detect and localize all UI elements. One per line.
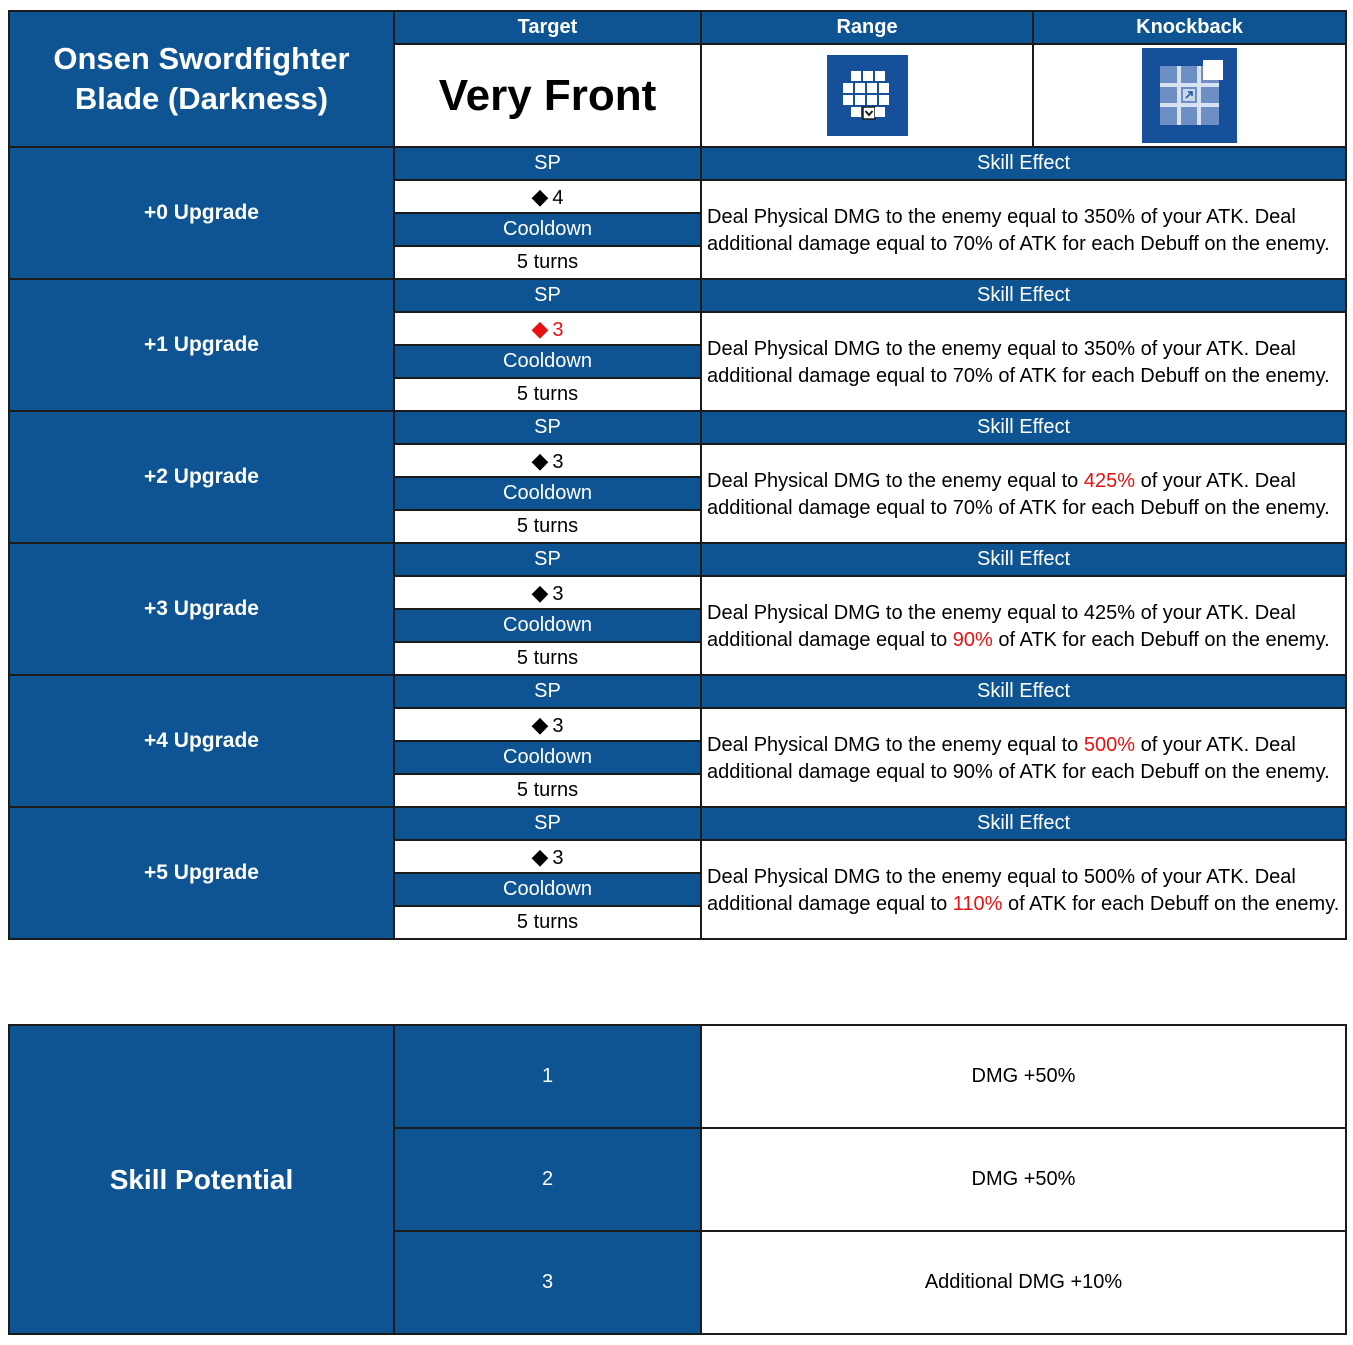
cooldown-label: Cooldown [394,609,701,642]
cooldown-label: Cooldown [394,741,701,774]
sp-diamond-icon: ◆ [531,183,549,209]
skill-effect-label: Skill Effect [701,543,1346,576]
skill-effect-label: Skill Effect [701,147,1346,180]
sp-value: 4 [552,186,564,209]
effect-part: of your ATK. Deal additional damage equal to [707,205,1296,255]
effect-dmg-percent: 425% [1083,469,1136,492]
effect-part: of your ATK. Deal additional damage equal to [707,865,1296,915]
upgrade-level: +0 Upgrade [9,147,394,279]
potential-num-3: 3 [394,1231,701,1334]
sp-diamond-icon: ◆ [531,711,549,737]
skill-effect-text [701,840,1346,939]
potential-table [8,1024,1347,1335]
cooldown-label: Cooldown [394,873,701,906]
potential-num-1: 1 [394,1025,701,1128]
effect-part: Deal Physical DMG to the enemy equal to [707,469,1084,492]
sp-value: 3 [552,582,564,605]
cooldown-value: 5 turns [394,774,701,807]
target-header: Target [394,11,701,44]
effect-dmg-percent: 500% [1083,865,1136,888]
sp-label: SP [394,411,701,444]
skill-effect-label: Skill Effect [701,807,1346,840]
sp-diamond-icon: ◆ [531,447,549,473]
effect-debuff-percent: 90% [952,628,993,651]
sp-value-cell [394,180,701,213]
skill-table [8,10,1347,940]
effect-part: of your ATK. Deal additional damage equal to [707,601,1296,651]
cooldown-value: 5 turns [394,642,701,675]
sp-value: 3 [552,714,564,737]
potential-title: Skill Potential [9,1025,394,1334]
effect-part: of your ATK. Deal additional damage equal to [707,733,1296,783]
skill-effect-text [701,312,1346,411]
effect-dmg-percent: 500% [1083,733,1136,756]
effect-part: of your ATK. Deal additional damage equal to [707,337,1296,387]
skill-effect-label: Skill Effect [701,411,1346,444]
skill-effect-text [701,180,1346,279]
effect-part: Deal Physical DMG to the enemy equal to [707,601,1084,624]
sp-label: SP [394,807,701,840]
cooldown-value: 5 turns [394,510,701,543]
sp-value-cell [394,576,701,609]
skill-effect-text [701,444,1346,543]
effect-part: Deal Physical DMG to the enemy equal to [707,733,1084,756]
potential-text-2: DMG +50% [701,1128,1346,1231]
effect-part: of your ATK. Deal additional damage equal to [707,469,1296,519]
cooldown-label: Cooldown [394,477,701,510]
upgrade-level: +1 Upgrade [9,279,394,411]
effect-part: of ATK for each Debuff on the enemy. [1002,892,1340,915]
effect-dmg-percent: 425% [1083,601,1136,624]
sp-diamond-icon: ◆ [531,579,549,605]
effect-part: of ATK for each Debuff on the enemy. [992,496,1330,519]
sp-label: SP [394,279,701,312]
cooldown-value: 5 turns [394,906,701,939]
upgrade-level: +2 Upgrade [9,411,394,543]
upgrade-level: +5 Upgrade [9,807,394,939]
sp-value-cell [394,312,701,345]
effect-debuff-percent: 70% [952,364,993,387]
sp-value: 3 [552,318,564,341]
cooldown-label: Cooldown [394,345,701,378]
range-cell [701,44,1033,147]
upgrade-level: +3 Upgrade [9,543,394,675]
sp-value: 3 [552,846,564,869]
skill-name-cell [9,11,394,147]
potential-num-2: 2 [394,1128,701,1231]
sp-label: SP [394,147,701,180]
sp-value: 3 [552,450,564,473]
range-header: Range [701,11,1033,44]
sp-label: SP [394,543,701,576]
sp-diamond-icon: ◆ [531,843,549,869]
sp-diamond-icon: ◆ [531,315,549,341]
effect-part: of ATK for each Debuff on the enemy. [992,628,1330,651]
range-grid-icon [827,55,908,136]
skill-effect-text [701,708,1346,807]
sp-label: SP [394,675,701,708]
sp-value-cell [394,840,701,873]
target-value: Very Front [394,44,701,147]
effect-part: of ATK for each Debuff on the enemy. [992,760,1330,783]
skill-effect-text [701,576,1346,675]
skill-effect-label: Skill Effect [701,279,1346,312]
effect-part: of ATK for each Debuff on the enemy. [992,364,1330,387]
knockback-header: Knockback [1033,11,1346,44]
upgrade-level: +4 Upgrade [9,675,394,807]
effect-part: Deal Physical DMG to the enemy equal to [707,205,1084,228]
skill-name-line2: Blade (Darkness) [74,81,329,116]
knockback-grid-icon [1142,48,1237,143]
sp-value-cell [394,444,701,477]
effect-dmg-percent: 350% [1083,205,1136,228]
potential-text-3: Additional DMG +10% [701,1231,1346,1334]
cooldown-label: Cooldown [394,213,701,246]
knockback-cell [1033,44,1346,147]
effect-debuff-percent: 110% [952,892,1003,915]
potential-text-1: DMG +50% [701,1025,1346,1128]
effect-part: of ATK for each Debuff on the enemy. [992,232,1330,255]
effect-dmg-percent: 350% [1083,337,1136,360]
effect-debuff-percent: 70% [952,496,993,519]
effect-part: Deal Physical DMG to the enemy equal to [707,865,1084,888]
effect-debuff-percent: 90% [952,760,993,783]
effect-debuff-percent: 70% [952,232,993,255]
cooldown-value: 5 turns [394,378,701,411]
sp-value-cell [394,708,701,741]
skill-name-line1: Onsen Swordfighter [53,41,350,76]
effect-part: Deal Physical DMG to the enemy equal to [707,337,1084,360]
cooldown-value: 5 turns [394,246,701,279]
skill-effect-label: Skill Effect [701,675,1346,708]
